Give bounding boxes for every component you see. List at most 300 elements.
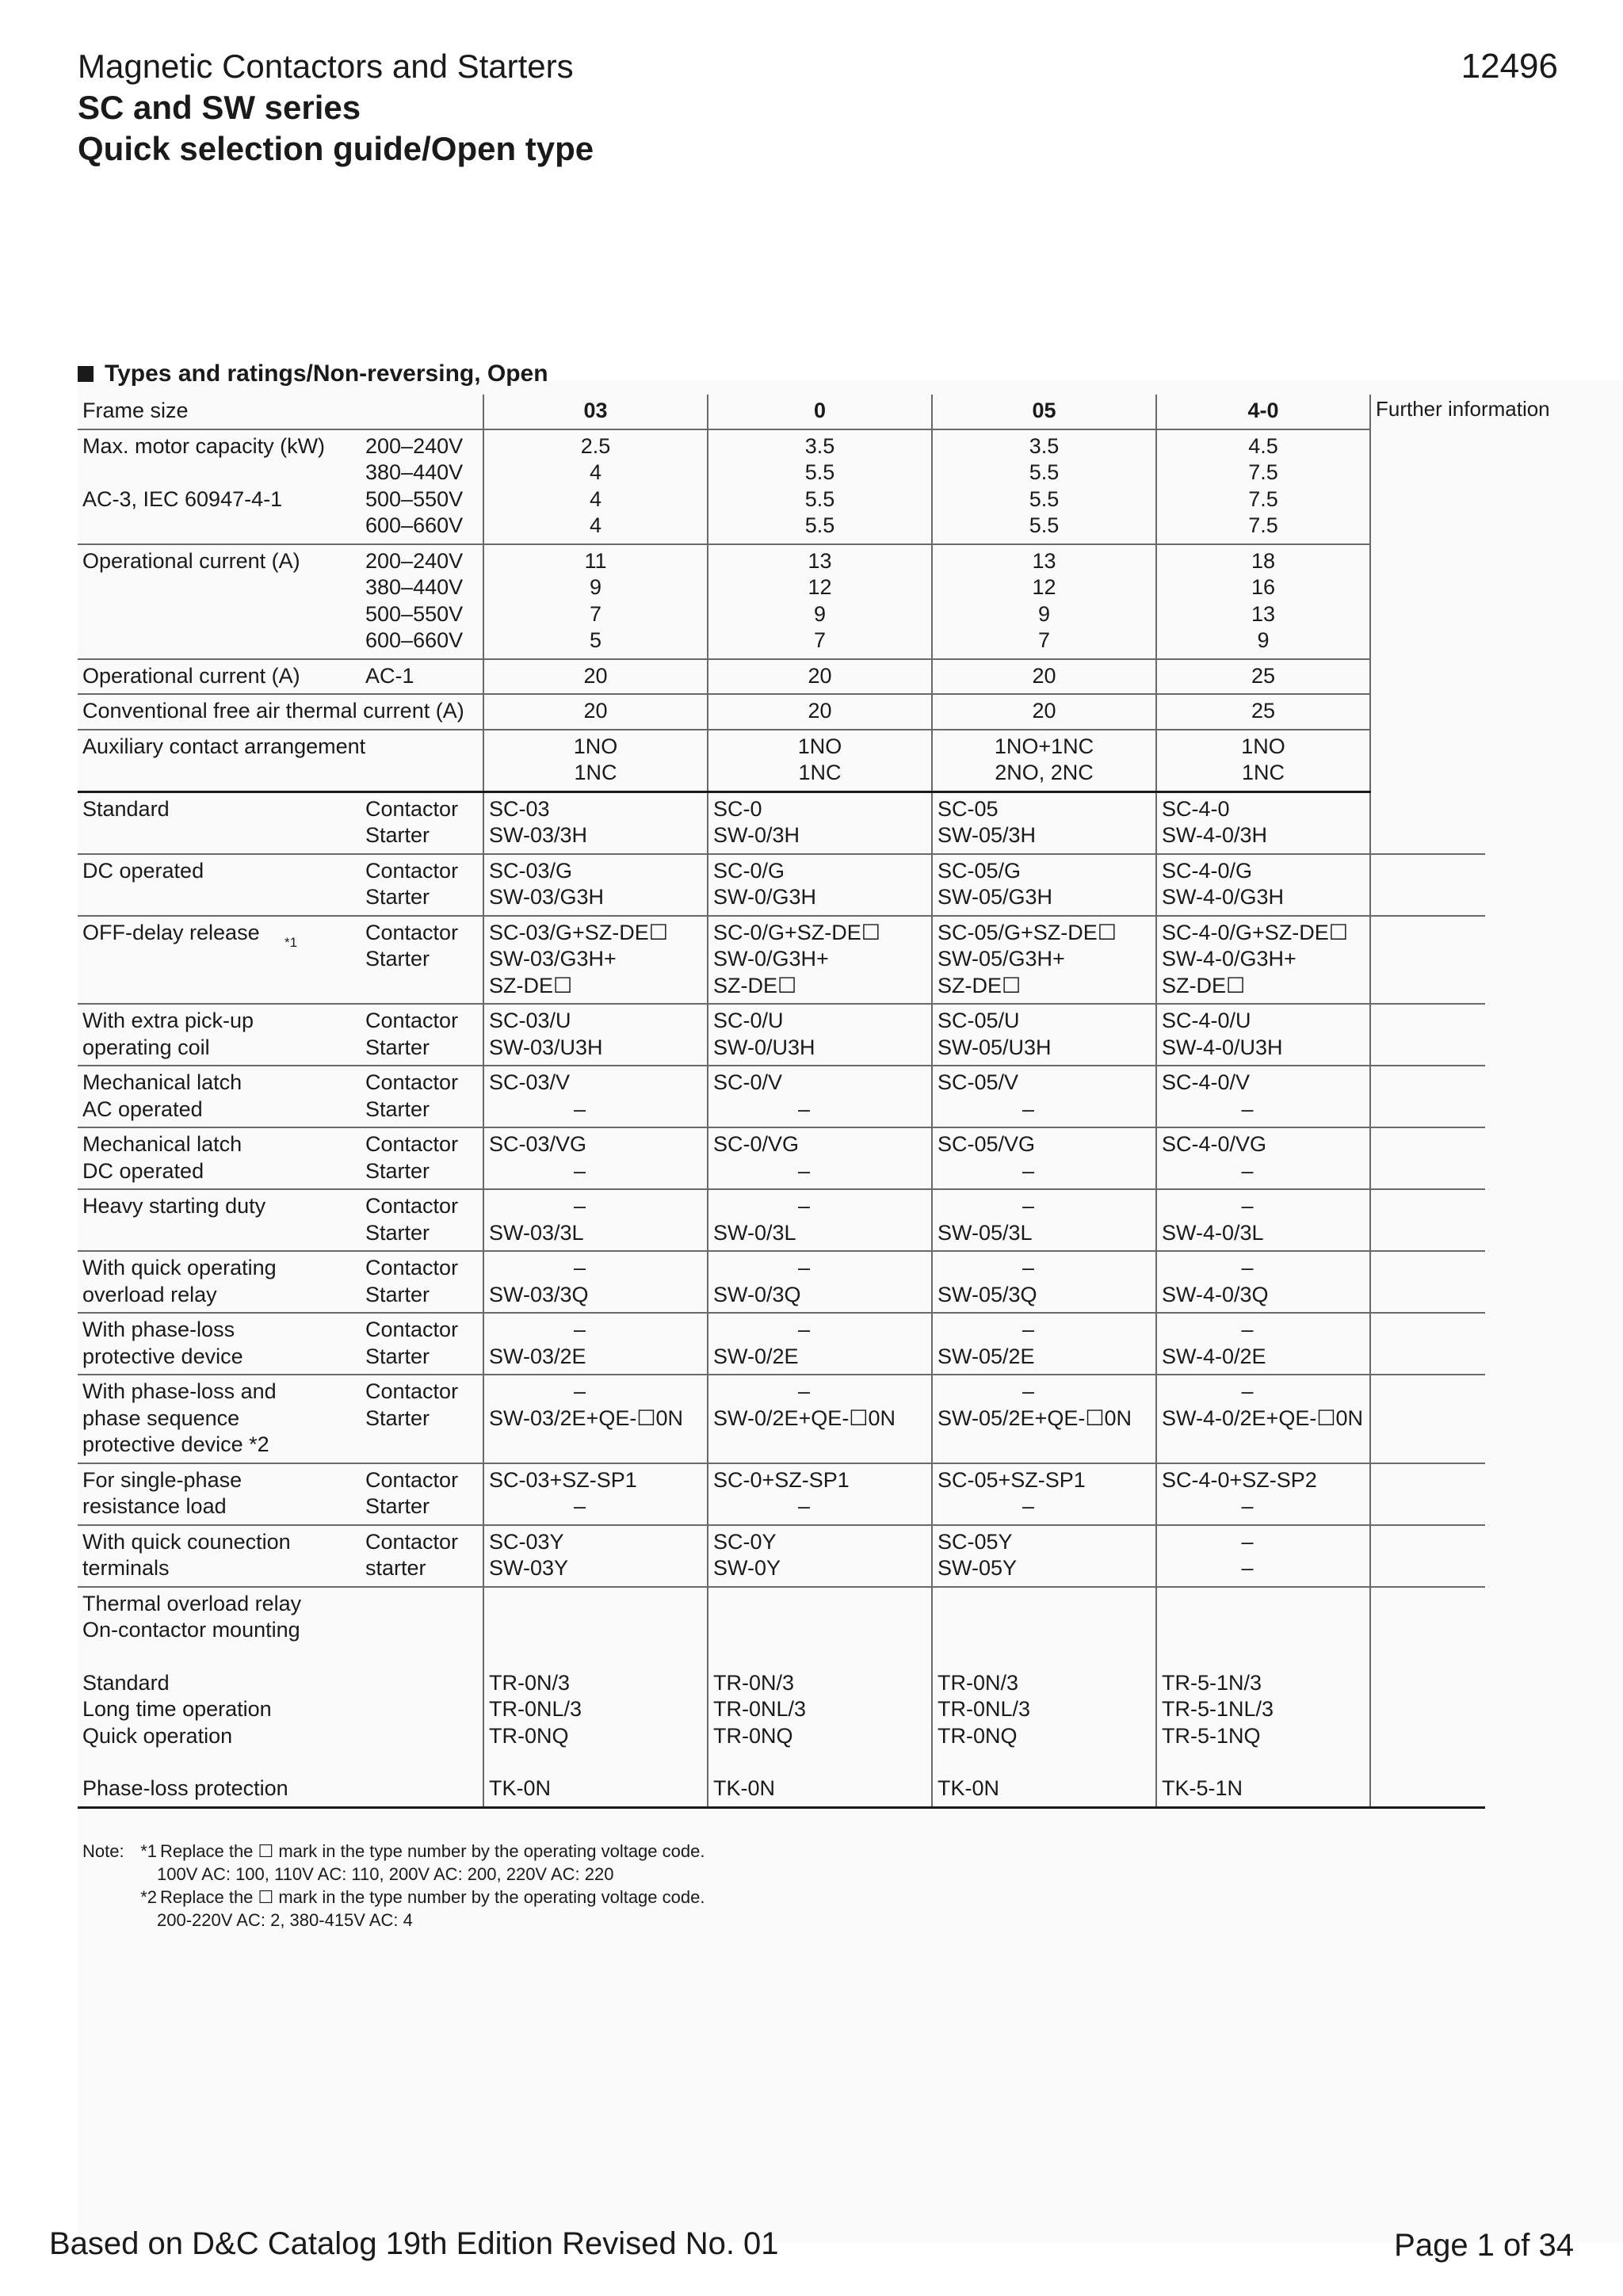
- cell-line: overload relay: [82, 1282, 217, 1306]
- cell-line: Starter: [365, 1494, 430, 1518]
- cell-line: [365, 973, 478, 1000]
- type-code: SW-4-0/2E: [1162, 1344, 1266, 1368]
- type-code: SW-0/2E+QE-☐0N: [713, 1405, 896, 1430]
- rating-value: [1156, 694, 1370, 730]
- cell-line: 13: [1251, 601, 1276, 626]
- type-row: [78, 1066, 1485, 1127]
- type-code: SW-0Y: [713, 1556, 781, 1580]
- type-sub: [361, 791, 483, 854]
- cell-line: [82, 627, 356, 654]
- type-code: SW-4-0/G3H+: [1162, 947, 1296, 971]
- type-code: –: [573, 1318, 586, 1341]
- cell-line: terminals: [82, 1556, 170, 1580]
- further-empty: [1370, 1127, 1485, 1189]
- cell-line: [82, 460, 356, 486]
- cell-line: 1NC: [1241, 761, 1285, 784]
- cell-line: 18: [1251, 548, 1276, 573]
- type-code: SW-05/G3H: [938, 885, 1053, 909]
- type-value: [1156, 1525, 1370, 1587]
- type-code: –: [797, 1158, 811, 1183]
- note-label: Note:: [82, 1841, 124, 1861]
- type-value: [708, 1127, 932, 1189]
- type-code: SC-05Y: [938, 1529, 1013, 1554]
- note1-mark: *1: [140, 1841, 157, 1861]
- cell-line: [82, 760, 356, 787]
- cell-line: 12: [808, 575, 832, 599]
- type-value: [932, 1313, 1156, 1375]
- type-code: SC-03Y: [489, 1529, 564, 1554]
- type-code: SW-03/G3H+: [489, 947, 617, 971]
- type-code: –: [797, 1379, 811, 1403]
- cell-line: 1NO: [1241, 734, 1285, 758]
- type-label: [78, 791, 361, 854]
- cell-line: 3.5: [1029, 433, 1060, 458]
- type-code: –: [573, 1494, 586, 1518]
- type-label: [78, 1004, 361, 1066]
- type-code: SW-03Y: [489, 1556, 569, 1580]
- cell-line: Contactor: [365, 1318, 459, 1341]
- cell-line: 20: [1032, 663, 1056, 688]
- cell-line: For single-phase: [82, 1467, 242, 1492]
- type-sub: [361, 1525, 483, 1587]
- type-code: SC-4-0+SZ-SP2: [1162, 1467, 1317, 1492]
- further-empty: [1370, 1189, 1485, 1251]
- cell-line: Contactor: [365, 1009, 459, 1032]
- type-code: –: [573, 1158, 586, 1183]
- thermal-line: Quick operation: [82, 1723, 233, 1748]
- type-code: –: [1241, 1158, 1254, 1183]
- cell-line: 25: [1251, 699, 1276, 723]
- relay-code: TR-0NL/3: [938, 1697, 1031, 1721]
- cell-line: Starter: [365, 947, 430, 971]
- type-code: SC-0/U: [713, 1009, 784, 1032]
- type-code: SC-4-0/VG: [1162, 1132, 1267, 1156]
- type-value: [1156, 1066, 1370, 1127]
- cell-line: [365, 1432, 478, 1459]
- cell-line: 13: [1032, 548, 1056, 573]
- type-code: SC-0Y: [713, 1529, 777, 1554]
- cell-line: 200–240V: [365, 548, 464, 573]
- cell-line: Mechanical latch: [82, 1070, 242, 1094]
- type-label: [78, 1525, 361, 1587]
- type-value: [1156, 1375, 1370, 1463]
- type-code: SZ-DE☐: [489, 973, 573, 997]
- cell-line: OFF-delay release: [82, 920, 260, 944]
- rating-value: [1156, 429, 1370, 544]
- cell-line: 5.5: [1029, 460, 1060, 484]
- note2-text: Replace the ☐ mark in the type number by the operating voltage code.: [160, 1887, 705, 1907]
- type-code: SC-03: [489, 796, 550, 821]
- type-value: [483, 854, 708, 916]
- relay-code: TR-0N/3: [489, 1670, 571, 1695]
- type-code: –: [1022, 1158, 1035, 1183]
- type-value: [708, 854, 932, 916]
- type-code: SW-05/2E: [938, 1344, 1035, 1368]
- further-empty: [1370, 854, 1485, 916]
- type-code: SC-05/VG: [938, 1132, 1036, 1156]
- cell-line: Contactor: [365, 1194, 459, 1218]
- type-row: [78, 1313, 1485, 1375]
- type-value: [483, 1066, 708, 1127]
- relay-code: TK-0N: [489, 1776, 552, 1800]
- cell-line: 7: [589, 601, 602, 626]
- cell-line: 5.5: [1029, 513, 1060, 537]
- rating-row: [78, 659, 1485, 695]
- rating-label: [78, 544, 361, 659]
- type-code: SC-03/G+SZ-DE☐: [489, 920, 669, 944]
- type-code: SW-05/2E+QE-☐0N: [938, 1405, 1132, 1430]
- frame-size-03: 03: [483, 395, 708, 429]
- type-value: [483, 791, 708, 854]
- type-value: [1156, 1463, 1370, 1525]
- type-code: –: [797, 1097, 811, 1121]
- type-code: –: [1241, 1529, 1254, 1554]
- footer-catalog-ref: Based on D&C Catalog 19th Edition Revised No. 01: [49, 2226, 779, 2261]
- footer-page-number: Page 1 of 34: [1394, 2228, 1574, 2263]
- type-label: [78, 1463, 361, 1525]
- type-row: [78, 1127, 1485, 1189]
- type-code: –: [573, 1194, 586, 1218]
- type-value: [483, 1463, 708, 1525]
- type-code: –: [1241, 1194, 1254, 1218]
- further-empty: [1370, 1313, 1485, 1375]
- rating-value: [708, 730, 932, 792]
- cell-line: With extra pick-up: [82, 1009, 254, 1032]
- rating-value: [932, 694, 1156, 730]
- type-code: SW-4-0/G3H: [1162, 885, 1285, 909]
- rating-value: [1156, 730, 1370, 792]
- type-code: –: [797, 1494, 811, 1518]
- type-value: [483, 1251, 708, 1313]
- cell-line: 11: [584, 548, 607, 573]
- rating-value: [932, 730, 1156, 792]
- type-value: [1156, 1313, 1370, 1375]
- thermal-line: Thermal overload relay: [82, 1591, 302, 1615]
- cell-line: 200–240V: [365, 433, 464, 458]
- type-label: [78, 854, 361, 916]
- type-code: SW-4-0/3H: [1162, 823, 1268, 847]
- cell-line: 500–550V: [365, 486, 464, 511]
- rating-value: [708, 659, 932, 695]
- guide-title: Quick selection guide/Open type: [78, 130, 594, 167]
- cell-line: 7.5: [1248, 460, 1278, 484]
- type-label: [78, 1127, 361, 1189]
- cell-line: [82, 513, 356, 540]
- cell-line: Auxiliary contact arrangement: [82, 734, 366, 758]
- type-value: [483, 1127, 708, 1189]
- cell-line: resistance load: [82, 1494, 227, 1518]
- type-value: [1156, 791, 1370, 854]
- thermal-relay-row: [78, 1587, 1485, 1808]
- type-code: SW-03/3L: [489, 1220, 584, 1245]
- type-code: –: [573, 1256, 586, 1280]
- cell-line: 16: [1251, 575, 1276, 599]
- cell-line: 20: [583, 663, 608, 688]
- cell-line: Operational current (A): [82, 663, 300, 688]
- cell-line: 12: [1032, 575, 1056, 599]
- cell-line: 600–660V: [365, 513, 464, 537]
- type-value: [1156, 1251, 1370, 1313]
- further-empty: [1370, 1375, 1485, 1463]
- cell-line: [365, 734, 478, 761]
- type-code: –: [1022, 1379, 1035, 1403]
- type-value: [708, 1189, 932, 1251]
- type-code: SW-0/3Q: [713, 1282, 801, 1306]
- rating-value: [932, 659, 1156, 695]
- type-code: –: [1241, 1256, 1254, 1280]
- cell-line: Contactor: [365, 1132, 459, 1156]
- type-code: SW-0/3L: [713, 1220, 796, 1245]
- type-value: [932, 1189, 1156, 1251]
- cell-line: 2NO, 2NC: [995, 761, 1094, 784]
- further-empty: [1370, 1004, 1485, 1066]
- type-sub: [361, 1375, 483, 1463]
- thermal-value: [1156, 1587, 1370, 1808]
- type-code: –: [1022, 1256, 1035, 1280]
- cell-line: 1NO: [573, 734, 618, 758]
- type-code: –: [1022, 1494, 1035, 1518]
- further-empty: [1370, 1251, 1485, 1313]
- type-sub: [361, 1251, 483, 1313]
- type-code: [1162, 1432, 1365, 1459]
- cell-line: starter: [365, 1556, 426, 1580]
- type-value: [708, 1525, 932, 1587]
- rating-row: [78, 544, 1485, 659]
- further-empty: [1370, 1463, 1485, 1525]
- cell-line: operating coil: [82, 1035, 210, 1059]
- type-label: [78, 916, 361, 1005]
- cell-line: With quick counection: [82, 1529, 291, 1554]
- type-code: –: [573, 1097, 586, 1121]
- cell-line: 9: [589, 575, 602, 599]
- type-code: SW-4-0/3L: [1162, 1220, 1264, 1245]
- relay-code: TR-0NQ: [713, 1723, 793, 1748]
- type-value: [708, 916, 932, 1005]
- type-value: [708, 1251, 932, 1313]
- cell-line: 13: [808, 548, 832, 573]
- thermal-line: On-contactor mounting: [82, 1618, 300, 1642]
- rating-label: [78, 429, 361, 544]
- type-code: –: [797, 1318, 811, 1341]
- type-code: SW-0/U3H: [713, 1035, 815, 1059]
- cell-line: 1NO+1NC: [994, 734, 1094, 758]
- cell-line: 5: [589, 628, 602, 652]
- type-code: –: [1241, 1494, 1254, 1518]
- type-value: [1156, 1127, 1370, 1189]
- type-code: –: [1241, 1379, 1254, 1403]
- relay-code: TK-0N: [938, 1776, 1000, 1800]
- rating-label: [78, 730, 366, 792]
- type-value: [1156, 1004, 1370, 1066]
- cell-line: 25: [1251, 663, 1276, 688]
- type-row: [78, 791, 1485, 854]
- type-row: [78, 1525, 1485, 1587]
- type-value: [932, 1251, 1156, 1313]
- type-row: [78, 854, 1485, 916]
- square-bullet-icon: [78, 366, 94, 382]
- cell-line: Contactor: [365, 1529, 459, 1554]
- cell-line: 20: [1032, 699, 1056, 723]
- type-value: [1156, 916, 1370, 1005]
- note1-codes: 100V AC: 100, 110V AC: 110, 200V AC: 200, 220V AC: 220: [157, 1864, 614, 1884]
- frame-size-row: [78, 395, 1485, 429]
- type-code: SC-03/G: [489, 858, 573, 883]
- type-code: SC-05: [938, 796, 999, 821]
- type-code: SW-0/2E: [713, 1344, 799, 1368]
- cell-line: 7.5: [1248, 486, 1278, 511]
- type-code: SW-03/3Q: [489, 1282, 589, 1306]
- further-empty: [1370, 1525, 1485, 1587]
- type-code: –: [1241, 1556, 1254, 1580]
- type-value: [483, 1525, 708, 1587]
- cell-line: 4: [589, 513, 602, 537]
- type-row: [78, 1189, 1485, 1251]
- cell-line: phase sequence: [82, 1405, 240, 1430]
- rating-value: [483, 694, 708, 730]
- type-sub: [361, 1189, 483, 1251]
- type-row: [78, 1251, 1485, 1313]
- type-code: SC-03/U: [489, 1009, 571, 1032]
- relay-code: TR-0NL/3: [489, 1697, 582, 1721]
- type-code: SC-05/U: [938, 1009, 1020, 1032]
- cell-line: 4.5: [1248, 433, 1278, 458]
- type-code: SC-05+SZ-SP1: [938, 1467, 1086, 1492]
- cell-line: 20: [808, 699, 832, 723]
- footnote-mark: *1: [285, 935, 298, 950]
- type-label: [78, 1251, 361, 1313]
- thermal-value: [708, 1587, 932, 1808]
- cell-line: Starter: [365, 1344, 430, 1368]
- rating-value: [483, 659, 708, 695]
- type-value: [1156, 854, 1370, 916]
- cell-line: Contactor: [365, 1467, 459, 1492]
- type-code: SC-05/G: [938, 858, 1022, 883]
- cell-line: 20: [583, 699, 608, 723]
- cell-line: 600–660V: [365, 628, 464, 652]
- type-code: –: [1022, 1097, 1035, 1121]
- type-sub: [361, 1463, 483, 1525]
- cell-line: 5.5: [804, 513, 835, 537]
- type-value: [932, 1525, 1156, 1587]
- cell-line: 4: [589, 460, 602, 484]
- type-code: [489, 1432, 702, 1459]
- cell-line: 7: [813, 628, 827, 652]
- type-code: [713, 1432, 926, 1459]
- cell-line: Conventional free air thermal current (A): [82, 699, 464, 723]
- type-sub: [361, 1066, 483, 1127]
- type-code: SW-4-0/3Q: [1162, 1282, 1269, 1306]
- cell-line: 5.5: [804, 460, 835, 484]
- type-label: [78, 1189, 361, 1251]
- cell-line: 5.5: [804, 486, 835, 511]
- cell-line: 9: [1257, 628, 1270, 652]
- type-value: [483, 1313, 708, 1375]
- cell-line: 7: [1037, 628, 1051, 652]
- type-code: –: [1022, 1318, 1035, 1341]
- cell-line: 5.5: [1029, 486, 1060, 511]
- relay-code: TR-5-1NL/3: [1162, 1697, 1274, 1721]
- cell-line: Contactor: [365, 858, 459, 883]
- type-code: –: [1022, 1194, 1035, 1218]
- cell-line: [82, 574, 356, 601]
- cell-line: DC operated: [82, 1158, 204, 1183]
- cell-line: 500–550V: [365, 601, 464, 626]
- cell-line: 1NO: [797, 734, 842, 758]
- type-code: SC-0: [713, 796, 762, 821]
- rating-sub: [361, 659, 483, 695]
- type-code: SZ-DE☐: [713, 973, 797, 997]
- cell-line: Operational current (A): [82, 548, 300, 573]
- frame-size-05: 05: [932, 395, 1156, 429]
- relay-code: TR-0N/3: [713, 1670, 795, 1695]
- thermal-value: [932, 1587, 1156, 1808]
- note2-codes: 200-220V AC: 2, 380-415V AC: 4: [157, 1910, 413, 1930]
- cell-line: Starter: [365, 1097, 430, 1121]
- type-value: [932, 916, 1156, 1005]
- relay-code: TR-0NQ: [938, 1723, 1018, 1748]
- type-code: SW-05Y: [938, 1556, 1018, 1580]
- cell-line: Contactor: [365, 1070, 459, 1094]
- relay-code: TK-0N: [713, 1776, 776, 1800]
- type-code: SC-03/V: [489, 1070, 571, 1094]
- cell-line: 9: [1037, 601, 1051, 626]
- type-code: SW-4-0/2E+QE-☐0N: [1162, 1405, 1364, 1430]
- rating-sub: [361, 730, 483, 792]
- type-sub: [361, 916, 483, 1005]
- thermal-value: [483, 1587, 708, 1808]
- rating-value: [483, 429, 708, 544]
- type-sub: [361, 1313, 483, 1375]
- rating-value: [932, 429, 1156, 544]
- type-code: SC-4-0/V: [1162, 1070, 1251, 1094]
- cell-line: Starter: [365, 1220, 430, 1245]
- cell-line: AC operated: [82, 1097, 203, 1121]
- thermal-label: [78, 1587, 483, 1808]
- relay-code: TR-5-1NQ: [1162, 1723, 1261, 1748]
- frame-size-4-0: 4-0: [1156, 395, 1370, 429]
- type-code: SW-05/3Q: [938, 1282, 1037, 1306]
- cell-line: protective device: [82, 1344, 243, 1368]
- cell-line: Max. motor capacity (kW): [82, 433, 326, 458]
- cell-line: [82, 1220, 356, 1247]
- cell-line: 3.5: [804, 433, 835, 458]
- cell-line: Contactor: [365, 1256, 459, 1280]
- cell-line: Starter: [365, 885, 430, 909]
- cell-line: Starter: [365, 1405, 430, 1430]
- type-code: SC-03+SZ-SP1: [489, 1467, 637, 1492]
- type-code: –: [797, 1256, 811, 1280]
- type-code: SC-0/V: [713, 1070, 783, 1094]
- type-code: SZ-DE☐: [1162, 973, 1246, 997]
- cell-line: Heavy starting duty: [82, 1194, 266, 1218]
- cell-line: 7.5: [1248, 513, 1278, 537]
- rating-value: [708, 429, 932, 544]
- type-sub: [361, 854, 483, 916]
- cell-line: 1NC: [798, 761, 842, 784]
- rating-row: [78, 694, 1485, 730]
- type-code: SW-0/G3H: [713, 885, 817, 909]
- type-code: SC-0/VG: [713, 1132, 800, 1156]
- type-value: [708, 791, 932, 854]
- series-title: SC and SW series: [78, 89, 361, 126]
- further-empty: [1370, 791, 1485, 854]
- type-value: [932, 1375, 1156, 1463]
- type-value: [708, 1375, 932, 1463]
- cell-line: protective device *2: [82, 1432, 269, 1456]
- type-sub: [361, 1127, 483, 1189]
- type-code: SC-03/VG: [489, 1132, 587, 1156]
- type-code: SC-0/G+SZ-DE☐: [713, 920, 880, 944]
